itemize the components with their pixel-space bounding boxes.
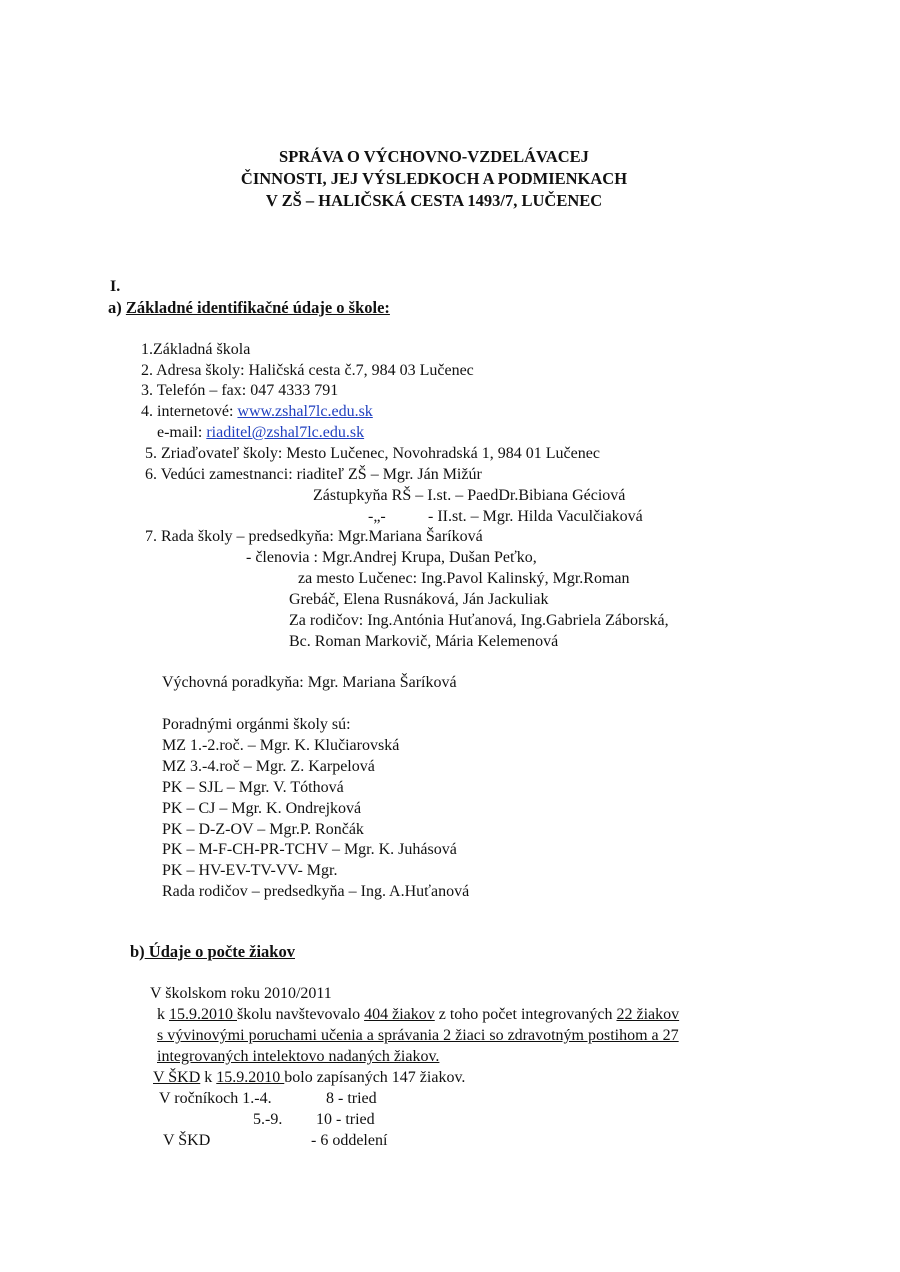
text-attended: školu navštevovalo [237, 1006, 365, 1023]
document-title [0, 146, 868, 212]
item-6-staff: 6. Vedúci zamestnanci: riaditeľ ZŠ – Mgr. Ján Mižúr [145, 466, 482, 483]
email-link[interactable]: riaditel@zshal7lc.edu.sk [206, 424, 365, 441]
web-link[interactable]: www.zshal7lc.edu.sk [237, 403, 373, 420]
organs-heading: Poradnými orgánmi školy sú: [162, 716, 351, 733]
date-2: 15.9.2010 [216, 1069, 285, 1086]
pupils-line-3: integrovaných intelektovo nadaných žiakov. [157, 1048, 440, 1065]
item-1: 1.Základná škola [141, 341, 251, 358]
item-6-deputy-2: - II.st. – Mgr. Hilda Vaculčiaková [428, 508, 643, 525]
school-year: V školskom roku 2010/2011 [150, 985, 332, 1002]
item-7-members: - členovia : Mgr.Andrej Krupa, Dušan Peťko, [246, 549, 537, 566]
organ-item: PK – SJL – Mgr. V. Tóthová [162, 779, 344, 796]
item-7-board: 7. Rada školy – predsedkyňa: Mgr.Mariana Šaríková [145, 528, 483, 545]
text-k-2: k [200, 1069, 217, 1086]
item-3-phone: 3. Telefón – fax: 047 4333 791 [141, 382, 339, 399]
web-label: 4. internetové: [141, 403, 238, 420]
text-integrated: z toho počet integrovaných [434, 1006, 617, 1023]
section-b-heading [130, 941, 295, 962]
grades-5-9-label: 5.-9. [253, 1111, 283, 1128]
item-7-city-cont: Grebáč, Elena Rusnáková, Ján Jackuliak [289, 591, 549, 608]
item-2-address: 2. Adresa školy: Haličská cesta č.7, 984 03 Lučenec [141, 362, 474, 379]
grades-1-4-label: V ročníkoch 1.-4. [159, 1090, 272, 1107]
advisor-line: Výchovná poradkyňa: Mgr. Mariana Šaríková [162, 674, 457, 691]
title-line-3: V ZŠ – HALIČSKÁ CESTA 1493/7, LUČENEC [265, 191, 603, 210]
grades-1-4-value: 8 - tried [326, 1090, 377, 1107]
date-1: 15.9.2010 [169, 1006, 237, 1023]
item-email [157, 422, 364, 443]
organ-item: MZ 3.-4.roč – Mgr. Z. Karpelová [162, 758, 375, 775]
pupil-count: 404 žiakov [364, 1006, 435, 1023]
pupils-line-2: s vývinovými poruchami učenia a správania 2 žiaci so zdravotným postihom a 27 [157, 1027, 679, 1044]
item-6-ditto-mark: -„- [368, 508, 386, 525]
grades-5-9-value: 10 - tried [316, 1111, 375, 1128]
organ-item: PK – HV-EV-TV-VV- Mgr. [162, 862, 338, 879]
organ-item: PK – CJ – Mgr. K. Ondrejková [162, 800, 362, 817]
skd-enrolled: bolo zapísaných 147 žiakov. [284, 1069, 466, 1086]
skd-label-2: V ŠKD [163, 1132, 211, 1149]
title-line-2: ČINNOSTI, JEJ VÝSLEDKOCH A PODMIENKACH [240, 169, 628, 188]
organ-item: Rada rodičov – predsedkyňa – Ing. A.Huťanová [162, 883, 470, 900]
section-a-title: Základné identifikačné údaje o škole: [125, 298, 390, 317]
organ-item: PK – M-F-CH-PR-TCHV – Mgr. K. Juhásová [162, 841, 457, 858]
section-a-prefix: a) [108, 298, 126, 317]
skd-label: V ŠKD [153, 1069, 201, 1086]
item-4-web [141, 401, 373, 422]
item-5-founder: 5. Zriaďovateľ školy: Mesto Lučenec, Novohradská 1, 984 01 Lučenec [145, 445, 600, 462]
title-line-1: SPRÁVA O VÝCHOVNO-VZDELÁVACEJ [279, 147, 589, 166]
skd-departments: - 6 oddelení [311, 1132, 388, 1149]
section-b-prefix: b) [130, 942, 145, 961]
section-b-title: Údaje o počte žiakov [144, 942, 295, 961]
skd-line [153, 1067, 465, 1088]
email-label: e-mail: [157, 424, 207, 441]
item-7-parents: Za rodičov: Ing.Antónia Huťanová, Ing.Gabriela Záborská, [289, 612, 669, 629]
pupils-line-1 [157, 1004, 679, 1025]
item-7-parents-cont: Bc. Roman Markovič, Mária Kelemenová [289, 633, 559, 650]
section-numeral: I. [110, 278, 121, 295]
text-k: k [157, 1006, 169, 1023]
integrated-count: 22 žiakov [616, 1006, 680, 1023]
item-6-deputy-1: Zástupkyňa RŠ – I.st. – PaedDr.Bibiana Géciová [313, 487, 626, 504]
section-a-heading [108, 297, 390, 318]
item-7-city: za mesto Lučenec: Ing.Pavol Kalinský, Mgr.Roman [298, 570, 630, 587]
organ-item: MZ 1.-2.roč. – Mgr. K. Klučiarovská [162, 737, 400, 754]
organ-item: PK – D-Z-OV – Mgr.P. Rončák [162, 821, 364, 838]
